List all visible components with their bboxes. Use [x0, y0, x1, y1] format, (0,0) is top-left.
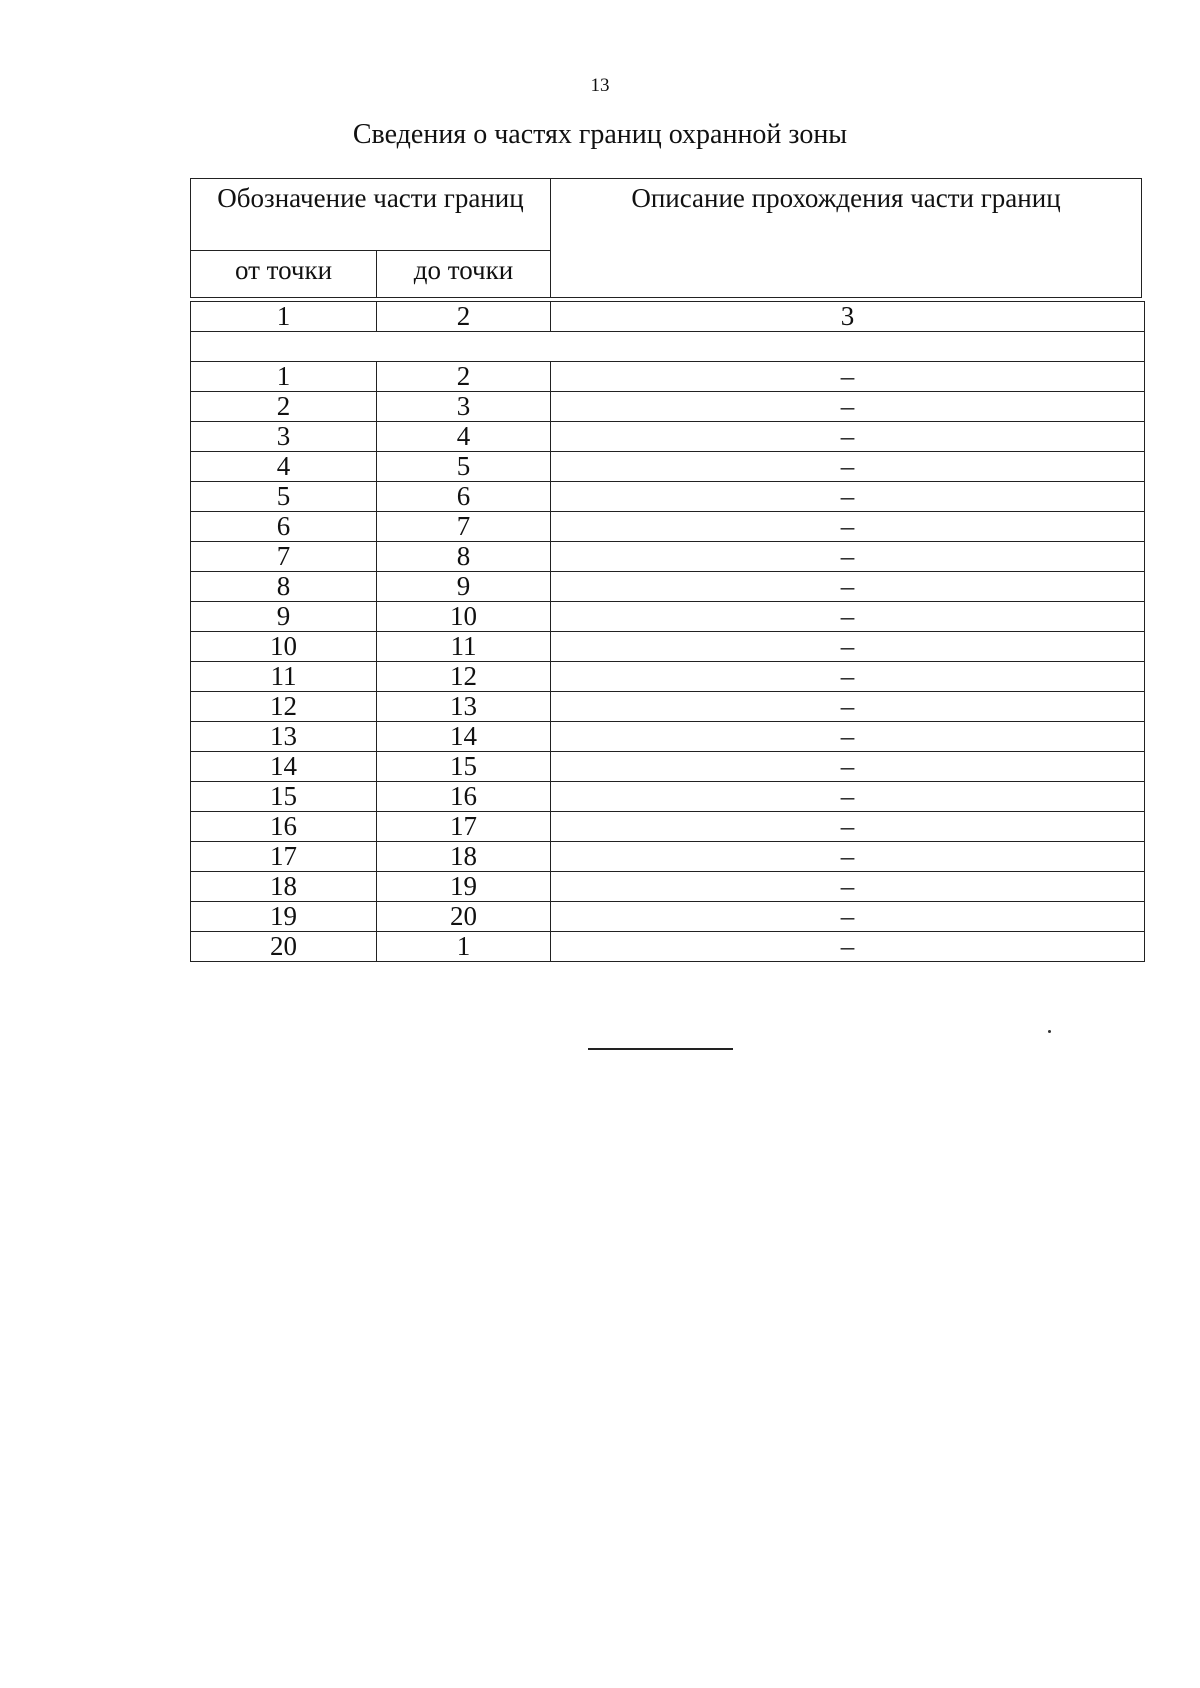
- header-designation: Обозначение части границ: [191, 179, 551, 251]
- from-point-cell: 11: [191, 662, 377, 692]
- description-cell: –: [551, 932, 1145, 962]
- section-row: [191, 332, 1145, 362]
- to-point-cell: 3: [377, 392, 551, 422]
- scan-speck: [1048, 1030, 1051, 1033]
- description-cell: –: [551, 722, 1145, 752]
- table-row: [191, 362, 1145, 392]
- description-cell: –: [551, 812, 1145, 842]
- to-point-cell: 19: [377, 872, 551, 902]
- description-cell: –: [551, 872, 1145, 902]
- to-point-cell: 14: [377, 722, 551, 752]
- table-row: [191, 842, 1145, 872]
- from-point-cell: 17: [191, 842, 377, 872]
- table-body: [191, 302, 1145, 962]
- from-point-cell: 2: [191, 392, 377, 422]
- description-cell: –: [551, 512, 1145, 542]
- to-point-cell: 11: [377, 632, 551, 662]
- to-point-cell: 7: [377, 512, 551, 542]
- from-point-cell: 18: [191, 872, 377, 902]
- from-point-cell: 16: [191, 812, 377, 842]
- from-point-cell: 10: [191, 632, 377, 662]
- from-point-cell: 5: [191, 482, 377, 512]
- from-point-cell: 4: [191, 452, 377, 482]
- description-cell: –: [551, 422, 1145, 452]
- description-cell: –: [551, 902, 1145, 932]
- description-cell: –: [551, 632, 1145, 662]
- description-cell: –: [551, 602, 1145, 632]
- description-cell: –: [551, 662, 1145, 692]
- table-row: [191, 542, 1145, 572]
- from-point-cell: 3: [191, 422, 377, 452]
- description-cell: –: [551, 692, 1145, 722]
- table-row: [191, 872, 1145, 902]
- description-cell: –: [551, 392, 1145, 422]
- from-point-cell: 15: [191, 782, 377, 812]
- table-row: [191, 722, 1145, 752]
- column-number: 2: [377, 302, 551, 332]
- to-point-cell: 17: [377, 812, 551, 842]
- page-number: 13: [590, 75, 610, 96]
- description-cell: –: [551, 752, 1145, 782]
- section-label: [191, 332, 1145, 362]
- to-point-cell: 4: [377, 422, 551, 452]
- from-point-cell: 7: [191, 542, 377, 572]
- column-number: 3: [551, 302, 1145, 332]
- from-point-cell: 1: [191, 362, 377, 392]
- table-row: [191, 782, 1145, 812]
- from-point-cell: 19: [191, 902, 377, 932]
- to-point-cell: 6: [377, 482, 551, 512]
- to-point-cell: 9: [377, 572, 551, 602]
- table-row: [191, 752, 1145, 782]
- table-row: [191, 932, 1145, 962]
- table-row: [191, 902, 1145, 932]
- table-row: [191, 692, 1145, 722]
- description-cell: –: [551, 572, 1145, 602]
- table-row: [191, 662, 1145, 692]
- to-point-cell: 20: [377, 902, 551, 932]
- description-cell: –: [551, 362, 1145, 392]
- to-point-cell: 2: [377, 362, 551, 392]
- from-point-cell: 13: [191, 722, 377, 752]
- from-point-cell: 8: [191, 572, 377, 602]
- document-title: Сведения о частях границ охранной зоны: [352, 119, 848, 150]
- header-to-point: до точки: [377, 251, 551, 297]
- to-point-cell: 5: [377, 452, 551, 482]
- boundary-parts-table: [190, 301, 1145, 962]
- description-cell: –: [551, 842, 1145, 872]
- to-point-cell: 12: [377, 662, 551, 692]
- table-row: [191, 512, 1145, 542]
- end-rule: [588, 1048, 733, 1050]
- description-cell: –: [551, 782, 1145, 812]
- to-point-cell: 8: [377, 542, 551, 572]
- column-numbers-row: [191, 302, 1145, 332]
- from-point-cell: 20: [191, 932, 377, 962]
- to-point-cell: 15: [377, 752, 551, 782]
- to-point-cell: 18: [377, 842, 551, 872]
- table-row: [191, 482, 1145, 512]
- table-row: [191, 572, 1145, 602]
- description-cell: –: [551, 482, 1145, 512]
- table-row: [191, 452, 1145, 482]
- from-point-cell: 9: [191, 602, 377, 632]
- from-point-cell: 12: [191, 692, 377, 722]
- from-point-cell: 14: [191, 752, 377, 782]
- table-row: [191, 632, 1145, 662]
- to-point-cell: 16: [377, 782, 551, 812]
- to-point-cell: 10: [377, 602, 551, 632]
- table-row: [191, 422, 1145, 452]
- description-cell: –: [551, 452, 1145, 482]
- header-description: Описание прохождения части границ: [631, 183, 1061, 213]
- table-row: [191, 602, 1145, 632]
- table-header: [190, 178, 1142, 298]
- to-point-cell: 13: [377, 692, 551, 722]
- table-row: [191, 812, 1145, 842]
- column-number: 1: [191, 302, 377, 332]
- from-point-cell: 6: [191, 512, 377, 542]
- description-cell: –: [551, 542, 1145, 572]
- header-from-point: от точки: [191, 251, 377, 297]
- table-row: [191, 392, 1145, 422]
- to-point-cell: 1: [377, 932, 551, 962]
